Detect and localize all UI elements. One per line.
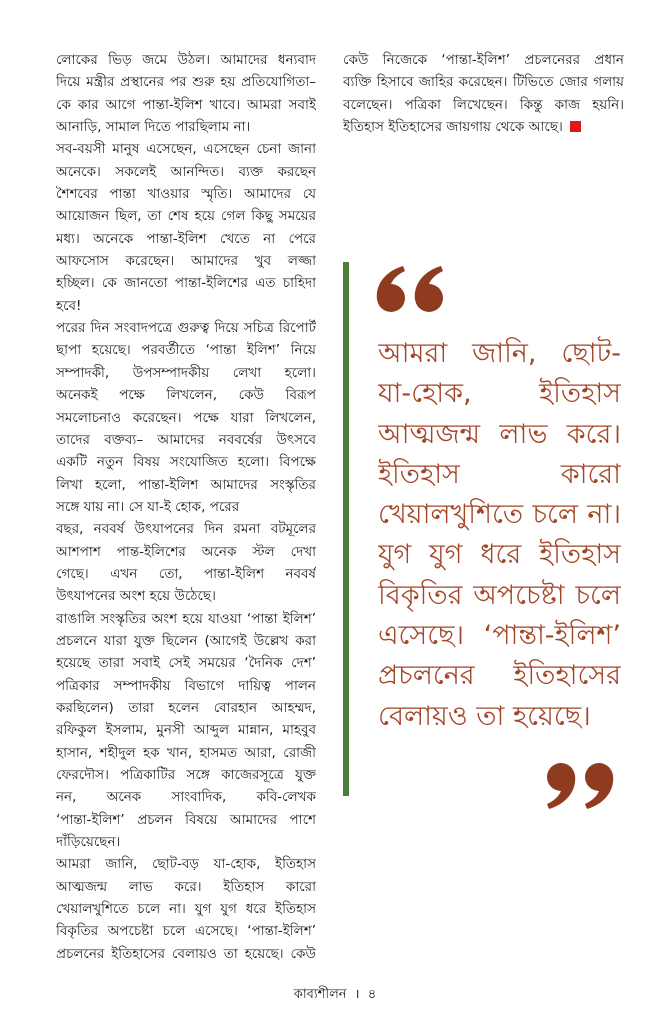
text-line: বছর, নববর্ষ উৎযাপনের দিন রমনা বটমূলের [56, 521, 316, 538]
body-paragraph [56, 49, 316, 138]
text-line: বাঙালি সংস্কৃতির অংশ হয়ে যাওয়া ‘পান্তা ইলিশ’ [56, 610, 316, 627]
text-line [343, 116, 624, 138]
text-line: আয়োজন ছিল, তা শেষ হয়ে গেল কিছু সময়ের [56, 208, 316, 225]
left-column [56, 49, 316, 965]
text-line: কে কার আগে পান্তা-ইলিশ খাবে। আমরা সবাই [56, 96, 316, 113]
pull-quote-line: আত্মজন্ম লাভ করে। [378, 418, 621, 450]
pull-quote-line: প্রচলনের ইতিহাসের [378, 660, 621, 692]
text-line-content: ইতিহাস ইতিহাসের জায়গায় থেকে আছে। [343, 119, 563, 136]
pull-quote-line: যুগ যুগ ধরে ইতিহাস [378, 539, 621, 571]
open-quote-icon [372, 262, 452, 317]
text-line: অনেকে। সকলেই আনন্দিত। ব্যক্ত করছেন [56, 163, 316, 180]
body-paragraph [56, 317, 316, 607]
pull-quote-line: বিকৃতির অপচেষ্টা চলে [378, 579, 621, 611]
page-footer [0, 984, 670, 1006]
text-line: সম্পাদকী, উপসম্পাদকীয় লেখা হলো। [56, 364, 316, 381]
text-line: ব্যক্তি হিসাবে জাহির করেছেন। টিভিতে জোর গলায় [343, 74, 624, 91]
text-line: নন, অনেক সাংবাদিক, কবি-লেখক [56, 789, 316, 806]
pull-quote-line: এসেছে। ‘পান্তা-ইলিশ’ [378, 620, 621, 652]
pull-quote-line: খেয়ালখুশিতে চলে না। [378, 499, 621, 531]
text-line: খেয়ালখুশিতে চলে না। যুগ যুগ ধরে ইতিহাস [56, 901, 316, 918]
text-line: অনেকই পক্ষে লিখলেন, কেউ বিরূপ [56, 387, 316, 404]
text-line: রফিকুল ইসলাম, মুনসী আব্দুল মান্নান, মাহবুব [56, 722, 316, 739]
text-line: ছাপা হয়েছে। পরবর্তীতে ‘পান্তা ইলিশ’ নিয়ে [56, 342, 316, 359]
end-mark-square-icon [570, 121, 581, 132]
text-line: দিয়ে মন্ত্রীর প্রস্থানের পর শুরু হয় প্রতিযোগিতা– [56, 74, 316, 91]
text-line: গেছে। এখন তো, পান্তা-ইলিশ নববর্ষ [56, 565, 316, 582]
text-line: হয়েছে তারা সবাই সেই সময়ের ‘দৈনিক দেশ’ [56, 655, 316, 672]
text-line: সঙ্গে যায় না। সে যা-ই হোক, পরের [56, 498, 240, 515]
text-line: আনাড়ি, সামাল দিতে পারছিলাম না। [56, 119, 251, 136]
text-line: হাসান, শহীদুল হক খান, হাসমত আরা, রোজী [56, 744, 316, 761]
text-line: তাদের বক্তব্য– আমাদের নববর্ষের উৎসবে [56, 431, 316, 448]
text-line: প্রচলনে যারা যুক্ত ছিলেন (আগেই উল্লেখ করা [56, 632, 316, 649]
text-line: আশপাশ পান্ত-ইলিশের অনেক স্টল দেখা [56, 543, 316, 560]
text-line: উৎযাপনের অংশ হয়ে উঠেছে। [56, 588, 216, 605]
text-line: সব-বয়সী মানুষ এসেছেন, এসেছেন চেনা জানা [56, 141, 316, 158]
text-line: হচ্ছিল। কে জানতো পান্তা-ইলিশের এত চাহিদা [56, 275, 316, 292]
right-column [343, 49, 624, 138]
text-line: লোকের ভিড় জমে উঠল। আমাদের ধন্যবাদ [56, 52, 316, 68]
publication-name: কাব্যশীলন [293, 987, 347, 1002]
pull-quote-line: ইতিহাস কারো [378, 458, 621, 490]
text-line: আমরা জানি, ছোট-বড় যা-হোক, ইতিহাস [56, 856, 316, 873]
pull-quote-line: যা-হোক, ইতিহাস [378, 378, 621, 410]
body-paragraph [56, 853, 316, 965]
page-number: ৪ [367, 987, 377, 1002]
text-line: লিখা হলো, পান্তা-ইলিশ আমাদের সংস্কৃতির [56, 476, 316, 493]
text-line: পত্রিকার সম্পাদকীয় বিভাগে দায়িত্ব পালন [56, 677, 316, 694]
text-line: আত্মজন্ম লাভ করে। ইতিহাস কারো [56, 878, 316, 895]
footer-separator: । [354, 987, 360, 1002]
text-line: করছিলেন) তারা হলেন বোরহান আহম্মদ, [56, 699, 316, 716]
text-line: আফসোস করেছেন। আমাদের খুব লজ্জা [56, 253, 316, 270]
text-line: ‘পান্তা-ইলিশ’ প্রচলন বিষয়ে আমাদের পাশে [56, 811, 316, 828]
text-line: কেউ নিজেকে ‘পান্তা-ইলিশ’ প্রচলনেরর প্রধান [343, 52, 624, 68]
text-line: বলেছেন। পত্রিকা লিখেছেন। কিন্তু কাজ হয়নি। [343, 96, 624, 113]
body-paragraph [56, 138, 316, 317]
text-line: মধ্য। অনেকে পান্তা-ইলিশ খেতে না পেরে [56, 230, 316, 247]
pull-quote [378, 334, 621, 737]
text-line: ফেরদৌস। পত্রিকাটির সঙ্গে কাজেরসূত্রে যুক্ত [56, 767, 316, 783]
text-line: দাঁড়িয়েছেন। [56, 834, 121, 851]
body-paragraph [56, 608, 316, 854]
text-line: একটি নতুন বিষয় সংযোজিত হলো। বিপক্ষে [56, 454, 316, 471]
text-line: পরের দিন সংবাদপত্রে গুরুত্ব দিয়ে সচিত্র রিপোর্ট [56, 320, 316, 337]
pull-quote-rule [343, 262, 349, 796]
text-line: হবে! [56, 297, 82, 314]
pull-quote-line: বেলায়ও তা হয়েছে। [378, 700, 591, 732]
text-line: বিকৃতির অপচেষ্টা চলে এসেছে। ‘পান্তা-ইলিশ’ [56, 923, 316, 940]
pull-quote-line: আমরা জানি, ছোট- [378, 338, 621, 369]
text-line: প্রচলনের ইতিহাসের বেলায়ও তা হয়েছে। কেউ [56, 945, 316, 962]
text-line: শৈশবের পান্তা খাওয়ার স্মৃতি। আমাদের যে [56, 186, 316, 203]
close-quote-icon [541, 758, 621, 814]
text-line: সমলোচনাও করেছেন। পক্ষে যারা লিখলেন, [56, 409, 316, 426]
continued-paragraph [343, 49, 624, 138]
